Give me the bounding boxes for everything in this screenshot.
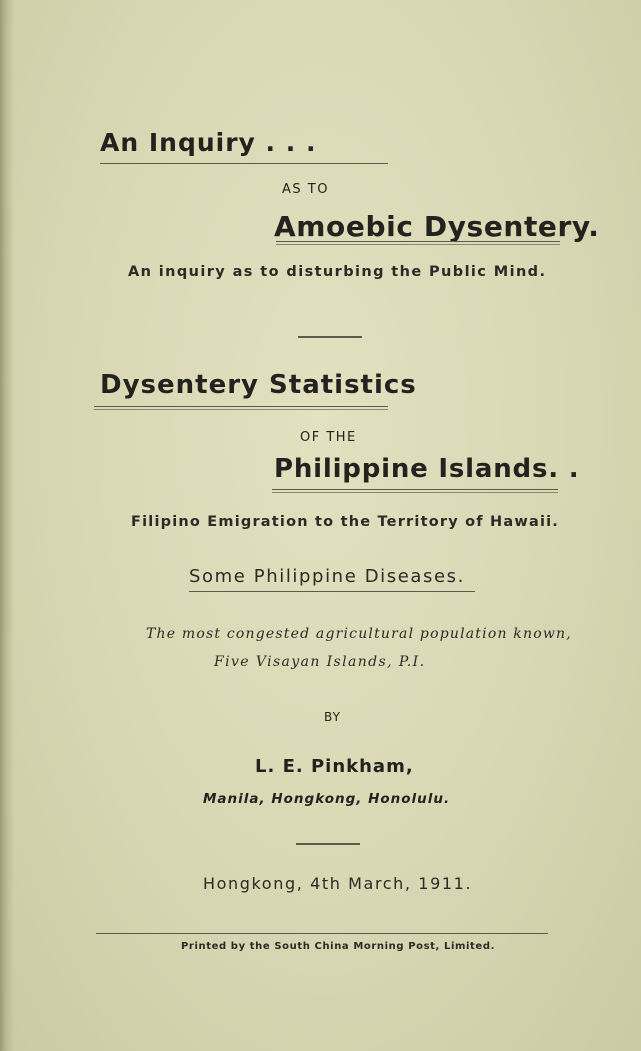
emigration-line: Filipino Emigration to the Territory of Hawaii. <box>131 514 559 530</box>
section-subject-underline <box>272 489 558 493</box>
of-the-label: OF THE <box>300 430 357 445</box>
subject-underline <box>276 241 560 245</box>
title: An Inquiry . . . <box>100 128 317 157</box>
diseases-underline <box>189 591 475 592</box>
by-label: BY <box>324 710 341 724</box>
divider-1 <box>298 336 362 338</box>
section-title: Dysentery Statistics <box>100 370 417 400</box>
as-to-label: AS TO <box>282 182 329 197</box>
author-name: L. E. Pinkham, <box>255 756 414 777</box>
location-line: Five Visayan Islands, P.I. <box>214 654 426 670</box>
subject-heading: Amoebic Dysentery. <box>274 210 600 243</box>
section-subject: Philippine Islands. . <box>274 454 580 484</box>
title-underline <box>100 163 388 164</box>
page-edge-shadow <box>0 0 14 1051</box>
subtitle: An inquiry as to disturbing the Public Mind. <box>128 264 547 280</box>
footer-rule <box>96 933 548 934</box>
section-title-underline <box>94 406 388 410</box>
printer-line: Printed by the South China Morning Post, Limited. <box>181 941 495 952</box>
diseases-line: Some Philippine Diseases. <box>189 566 465 587</box>
congested-line: The most congested agricultural population known, <box>146 626 572 642</box>
dateline: Hongkong, 4th March, 1911. <box>203 874 473 893</box>
author-places: Manila, Hongkong, Honolulu. <box>203 791 451 807</box>
divider-2 <box>296 843 360 845</box>
